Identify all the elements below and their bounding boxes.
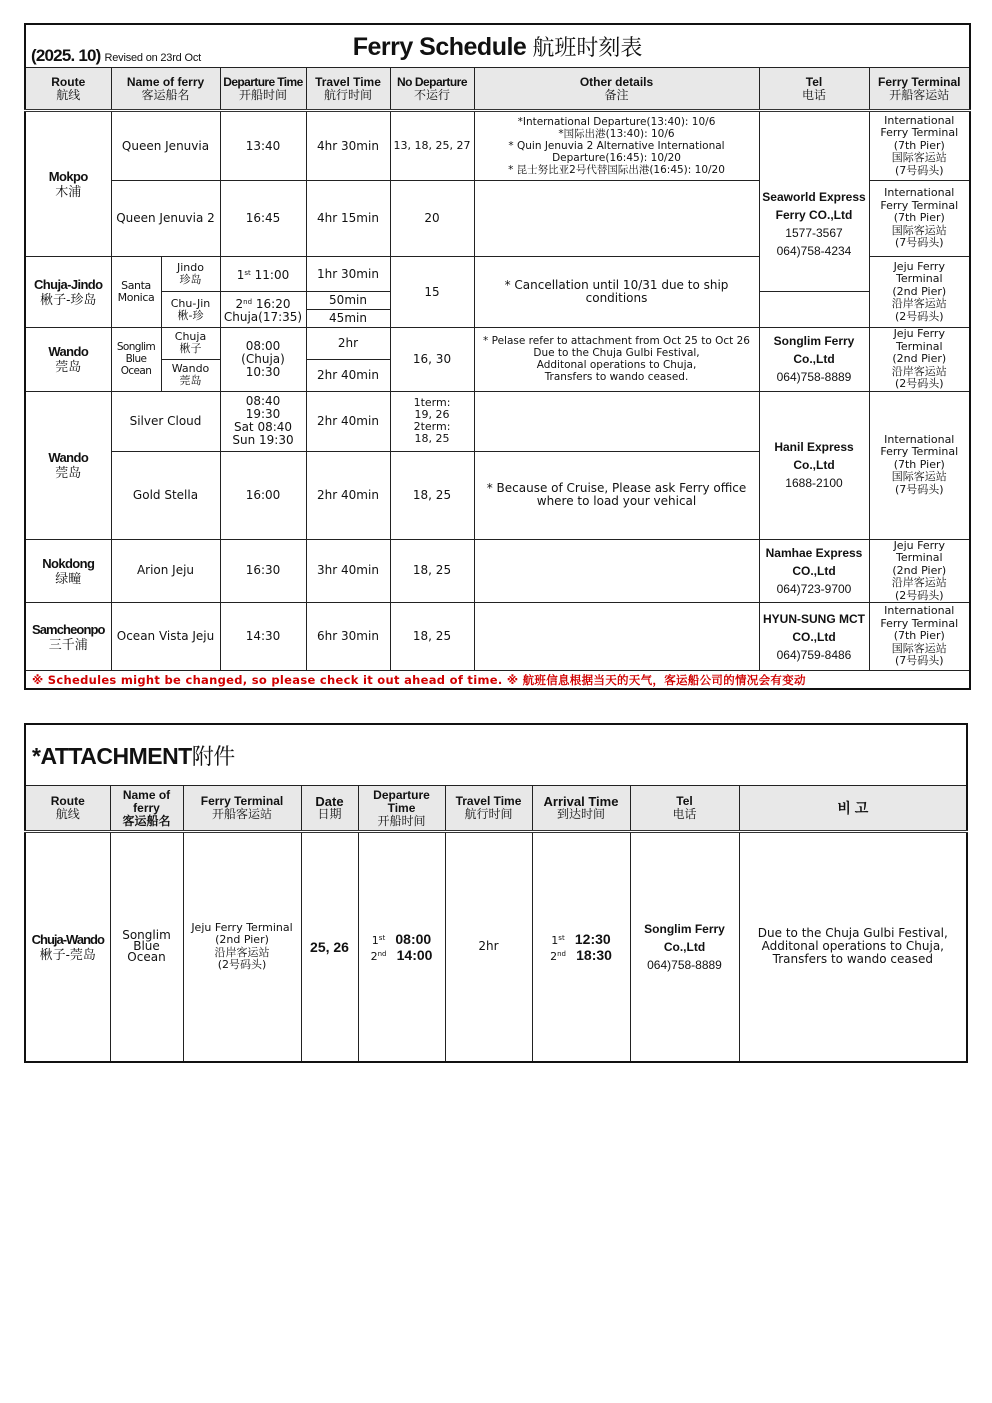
time-value: 08:00 [395, 930, 432, 947]
phone-number: 064)758-8889 [776, 370, 852, 385]
terminal-intl [869, 603, 970, 671]
time-value: 11:00 [254, 267, 290, 282]
table-row [25, 603, 970, 671]
note-line: * Pelase refer to attachment from Oct 25 to Oct 26 [483, 335, 750, 348]
att-tel [630, 832, 739, 1062]
no-departure: 13, 18, 25, 27 [390, 111, 474, 181]
header-cn: 开船时间 [377, 813, 426, 828]
terminal-line: 沿岸客运站 [214, 945, 270, 959]
header-row [25, 68, 970, 111]
route-name: Mokpo [48, 169, 88, 184]
att-header-route [25, 786, 110, 832]
phone-number: 064)723-9700 [776, 581, 852, 596]
page-title: Ferry Schedule [352, 32, 527, 61]
no-departure: 18, 25 [390, 451, 474, 539]
ferry-schedule-section [24, 23, 969, 690]
terminal-line: Jeju Ferry Terminal [191, 920, 293, 934]
terminal-line: (7th Pier) [893, 138, 945, 152]
header-no-departure [390, 68, 474, 111]
route-name-cn: 木浦 [55, 184, 82, 199]
phone-number: 1577-3567 [785, 226, 843, 240]
route-name-cn: 绿疃 [55, 570, 82, 586]
phone-number: 1688-2100 [785, 476, 843, 490]
att-header-remark: 비 고 [739, 786, 967, 832]
other-details [474, 603, 759, 671]
table-row [25, 391, 970, 451]
sub-route-en: Jindo [177, 261, 204, 274]
route-name: Chuja-Wando [31, 931, 104, 947]
company-name: Hanil Express [774, 440, 854, 454]
company-name: Songlim Ferry [773, 334, 855, 349]
other-details [474, 391, 759, 451]
terminal-jeju [869, 257, 970, 328]
att-travel: 2hr [445, 832, 532, 1062]
other-details [474, 328, 759, 392]
other-details: * Cancellation until 10/31 due to ship conditions [474, 257, 759, 328]
time-value: 12:30 [574, 930, 611, 947]
header-route-en: Route [51, 74, 86, 89]
terminal-line: (2号码头) [217, 958, 267, 972]
terminal-line: 国际客运站 [891, 151, 947, 165]
no-departure: 15 [390, 257, 474, 328]
other-details [474, 451, 759, 539]
travel-time: 4hr 30min [306, 111, 390, 181]
terminal-line: (7th Pier) [893, 629, 945, 643]
terminal-line: 沿岸客运站 [891, 576, 947, 589]
terminal-line: Jeju Ferry Terminal [893, 539, 945, 564]
travel-time: 2hr 40min [306, 451, 390, 539]
route-name-cn: 三千浦 [48, 636, 88, 652]
header-departure [220, 68, 306, 111]
att-date: 25, 26 [301, 832, 358, 1062]
terminal-line: (7号码头) [894, 654, 944, 668]
route-name: Samcheonpo [31, 621, 105, 637]
terminal-line: (2号码头) [894, 377, 944, 390]
att-route [25, 832, 110, 1062]
ordinal: nd [377, 949, 387, 958]
ferry-name: Silver Cloud [111, 391, 220, 451]
travel-time: 3hr 40min [306, 539, 390, 603]
terminal-line: 国际客运站 [891, 641, 947, 655]
no-departure: 18, 25 [390, 603, 474, 671]
terminal-line: (2nd Pier) [892, 352, 947, 365]
terminal-line: Ferry Terminal [880, 126, 959, 140]
header-other-en: Other details [579, 74, 654, 89]
note-line: Additonal operations to Chuja, [536, 359, 697, 372]
att-header-arrival [532, 786, 630, 832]
header-other [474, 68, 759, 111]
time-value: Sun 19:30 [232, 433, 294, 447]
att-header-terminal [183, 786, 301, 832]
att-header-ferry [110, 786, 183, 832]
phone-number: 064)758-8889 [647, 957, 722, 972]
route-samcheonpo [25, 603, 111, 671]
no-departure [390, 391, 474, 451]
nodep-line: 18, 25 [414, 432, 450, 445]
route-nokdong [25, 539, 111, 603]
route-name: Wando [48, 450, 89, 465]
att-header-travel [445, 786, 532, 832]
route-name: Chuja-Jindo [33, 277, 103, 292]
ordinal: nd [557, 949, 566, 958]
travel-time: 2hr 40min [306, 391, 390, 451]
ferry-name: Queen Jenuvia [111, 111, 220, 181]
ferry-line: Ocean [127, 950, 166, 965]
terminal-jeju [869, 328, 970, 392]
header-en: Travel Time [455, 794, 522, 808]
header-terminal-en: Ferry Terminal [878, 74, 961, 89]
tel-hyunsung [759, 603, 869, 671]
attachment-table [24, 723, 968, 1063]
note-line: * 昆士努比亚2号代替国际出港(16:45): 10/20 [508, 164, 725, 176]
route-name: Wando [48, 344, 89, 360]
sub-route [161, 292, 220, 328]
ordinal: st [378, 933, 386, 942]
note-line: *International Departure(13:40): 10/6 [517, 116, 716, 128]
travel-time: 1hr 30min [306, 257, 390, 292]
header-dep-cn: 开船时间 [238, 87, 287, 102]
company-name: Co.,Ltd [663, 939, 706, 954]
header-terminal [869, 68, 970, 111]
terminal-line: (2号码头) [894, 309, 944, 323]
att-arrival: 1st 12:30 2nd 18:30 [532, 832, 630, 1062]
route-mokpo [25, 111, 111, 257]
header-cn: 客运船名 [122, 813, 171, 828]
ordinal: nd [243, 297, 253, 306]
no-departure: 18, 25 [390, 539, 474, 603]
table-row [25, 539, 970, 603]
att-terminal [183, 832, 301, 1062]
header-en: Tel [676, 794, 693, 808]
terminal-line: (7号码头) [894, 163, 944, 177]
note-line: *国际出港(13:40): 10/6 [558, 128, 675, 140]
terminal-line: International [884, 113, 955, 127]
travel-time: 45min [306, 310, 390, 328]
ferry-name: Queen Jenuvia 2 [111, 181, 220, 257]
header-cn: 日期 [317, 807, 342, 821]
header-en: Ferry Terminal [200, 794, 284, 808]
departure-time [220, 391, 306, 451]
terminal-line: (7th Pier) [893, 211, 945, 225]
time-value: 18:30 [576, 946, 612, 963]
time-value: 19:30 [245, 407, 281, 421]
phone-number: 064)759-8486 [776, 647, 852, 662]
terminal-line: (2号码头) [894, 588, 944, 602]
terminal-intl [869, 111, 970, 181]
terminal-line: International [884, 186, 955, 200]
note-line: Due to the Chuja Gulbi Festival, [533, 347, 700, 360]
header-route-cn: 航线 [56, 87, 81, 102]
route-name-cn: 莞岛 [55, 359, 82, 375]
note-line: where to load your vehical [536, 494, 697, 508]
terminal-line: 沿岸客运站 [891, 297, 947, 311]
header-en: Date [315, 794, 344, 809]
travel-time: 6hr 30min [306, 603, 390, 671]
ordinal: st [558, 933, 565, 942]
departure-time: 16:00 [220, 451, 306, 539]
travel-time: 4hr 15min [306, 181, 390, 257]
route-name-cn: 楸子-莞岛 [39, 946, 96, 962]
terminal-line: (2nd Pier) [892, 563, 947, 577]
sub-route [161, 359, 220, 391]
route-name-cn: 楸子-珍岛 [40, 292, 97, 307]
header-tel-en: Tel [805, 74, 823, 89]
note-line: * Because of Cruise, Please ask Ferry office [486, 481, 747, 495]
terminal-line: (7号码头) [894, 236, 944, 250]
ferry-name: Songlim Blue Ocean [111, 328, 161, 392]
sub-route-cn: 楸-珍 [177, 308, 204, 322]
departure-time: 2nd 16:20 Chuja(17:35) [220, 292, 306, 328]
terminal-line: (7号码头) [894, 482, 944, 496]
ferry-line: Blue [133, 939, 160, 954]
other-details [474, 111, 759, 181]
header-ferry [111, 68, 220, 111]
header-en: Departure Time [373, 787, 430, 815]
ferry-line: Songlim [122, 928, 171, 943]
sub-route-cn: 珍岛 [179, 273, 202, 286]
nodep-line: 19, 26 [414, 408, 450, 421]
no-departure: 20 [390, 181, 474, 257]
header-ferry-cn: 客运船名 [141, 87, 190, 102]
attachment-title-row [25, 724, 967, 786]
company-name: CO.,Ltd [792, 563, 836, 578]
terminal-line: Jeju Ferry Terminal [893, 327, 945, 353]
time-value: (Chuja) 10:30 [241, 351, 285, 379]
terminal-line: Ferry Terminal [880, 445, 959, 459]
header-route [25, 68, 111, 111]
time-value: 08:00 [245, 338, 281, 353]
att-remark [739, 832, 967, 1062]
company-name: Namhae Express [765, 545, 863, 560]
header-travel-en: Travel Time [315, 74, 381, 89]
terminal-intl [869, 181, 970, 257]
departure-time: 1st 11:00 [220, 257, 306, 292]
att-header-departure [358, 786, 445, 832]
departure-time: 13:40 [220, 111, 306, 181]
remark-line: Transfers to wando ceased [772, 952, 933, 967]
terminal-jeju [869, 539, 970, 603]
travel-time: 2hr 40min [306, 359, 390, 391]
header-cn: 航行时间 [464, 807, 513, 821]
no-departure: 16, 30 [390, 328, 474, 392]
header-cn: 开船客运站 [211, 807, 272, 821]
sub-route-cn: 莞岛 [179, 374, 202, 388]
company-name: HYUN-SUNG MCT [763, 611, 865, 626]
header-tel [759, 68, 869, 111]
nodep-line: 1term: [413, 396, 451, 409]
header-terminal-cn: 开船客运站 [889, 87, 950, 102]
company-name: Ferry CO.,Ltd [775, 208, 853, 222]
header-en: Route [50, 794, 85, 808]
route-wando-songlim [25, 328, 111, 392]
header-nodep-cn: 不运行 [413, 87, 450, 102]
other-details [474, 539, 759, 603]
schedule-date [31, 46, 201, 66]
notice-row [25, 671, 970, 690]
departure-time: 16:45 [220, 181, 306, 257]
travel-time: 2hr [306, 328, 390, 360]
note-line: Transfers to wando ceased. [544, 371, 689, 384]
sub-route-en: Chuja [174, 330, 207, 344]
ferry-name: Santa Monica [111, 257, 161, 328]
header-nodep-en: No Departure [396, 74, 467, 89]
terminal-line: (7th Pier) [893, 457, 945, 471]
tel-hanil [759, 391, 869, 539]
company-name: CO.,Ltd [792, 629, 836, 644]
header-ferry-en: Name of ferry [126, 74, 205, 89]
sub-route [161, 328, 220, 360]
attachment-header-row [25, 786, 967, 832]
time-value: Chuja(17:35) [223, 309, 303, 324]
header-dep-en: Departure Time [223, 74, 303, 89]
sub-route-en: Wando [171, 362, 210, 376]
attachment-section [24, 723, 966, 1063]
header-travel-cn: 航行时间 [323, 87, 372, 102]
terminal-intl [869, 391, 970, 539]
note-line: * Quin Jenuvia 2 Alternative International [508, 140, 725, 152]
header-en: Name of ferry [122, 787, 171, 815]
phone-number: 064)758-4234 [776, 244, 852, 258]
header-other-cn: 备注 [604, 87, 629, 102]
table-row [25, 111, 970, 181]
att-header-date [301, 786, 358, 832]
header-cn: 航线 [55, 807, 80, 821]
terminal-line: 国际客运站 [891, 223, 947, 237]
route-chuja-jindo [25, 257, 111, 328]
remark-line: Additonal operations to Chuja, [761, 939, 944, 954]
terminal-line: Ferry Terminal [880, 198, 959, 212]
remark-line: Due to the Chuja Gulbi Festival, [757, 926, 948, 941]
ferry-name: Gold Stella [111, 451, 220, 539]
attachment-title-cn: 附件 [191, 743, 235, 769]
table-row [25, 328, 970, 360]
terminal-line: International [884, 604, 955, 618]
company-name: Songlim Ferry [644, 921, 725, 936]
nodep-line: 2term: [413, 420, 451, 433]
tel-seaworld [759, 111, 869, 292]
company-name: Co.,Ltd [793, 458, 835, 472]
time-value: 16:20 [255, 296, 291, 311]
header-cn: 到达时间 [556, 807, 605, 821]
sub-route-en: Chu-Jin [170, 296, 211, 310]
header-en: Arrival Time [543, 794, 619, 809]
page-title-cn: 航班时刻表 [532, 35, 643, 61]
other-details [474, 181, 759, 257]
title-row [25, 24, 970, 68]
ferry-name: Arion Jeju [111, 539, 220, 603]
table-row [25, 832, 967, 1062]
route-name: Nokdong [42, 555, 95, 571]
departure-time: 16:30 [220, 539, 306, 603]
sub-route-cn: 楸子 [179, 342, 202, 356]
header-cn: 电话 [672, 807, 697, 821]
header-travel [306, 68, 390, 111]
att-departure: 1st 08:00 2nd 14:00 [358, 832, 445, 1062]
time-value: 08:40 [245, 394, 281, 408]
route-name-cn: 莞岛 [55, 465, 82, 480]
terminal-line: 沿岸客运站 [891, 364, 947, 378]
att-header-tel [630, 786, 739, 832]
tel-songlim [759, 328, 869, 392]
note-line: Departure(16:45): 10/20 [552, 152, 681, 164]
company-name: Seaworld Express [762, 190, 866, 204]
terminal-line: International [884, 432, 955, 446]
company-name: Co.,Ltd [793, 352, 835, 367]
tel-namhae [759, 539, 869, 603]
terminal-line: (2nd Pier) [215, 933, 269, 947]
revised-text: Revised on 23rd Oct [104, 52, 201, 64]
att-ferry [110, 832, 183, 1062]
departure-time: 14:30 [220, 603, 306, 671]
terminal-line: Jeju Ferry Terminal [893, 259, 945, 286]
route-wando-hanil [25, 391, 111, 539]
date-text: (2025. 10) [31, 46, 101, 65]
travel-time: 50min [306, 292, 390, 310]
departure-time [220, 328, 306, 392]
terminal-line: 国际客运站 [891, 470, 947, 484]
header-tel-cn: 电话 [801, 87, 826, 102]
ferry-name: Ocean Vista Jeju [111, 603, 220, 671]
sub-route [161, 257, 220, 292]
time-value: Sat 08:40 [233, 420, 293, 434]
ferry-schedule-table [24, 23, 971, 690]
attachment-title: *ATTACHMENT [32, 742, 192, 769]
ordinal: st [244, 268, 251, 277]
time-value: 14:00 [396, 946, 433, 963]
terminal-line: Ferry Terminal [880, 616, 959, 630]
schedule-notice: ※ Schedules might be changed, so please check it out ahead of time. ※ 航班信息根据当天的天气，客运船公司的情况会有变动 [32, 672, 806, 687]
terminal-line: (2nd Pier) [892, 284, 947, 298]
